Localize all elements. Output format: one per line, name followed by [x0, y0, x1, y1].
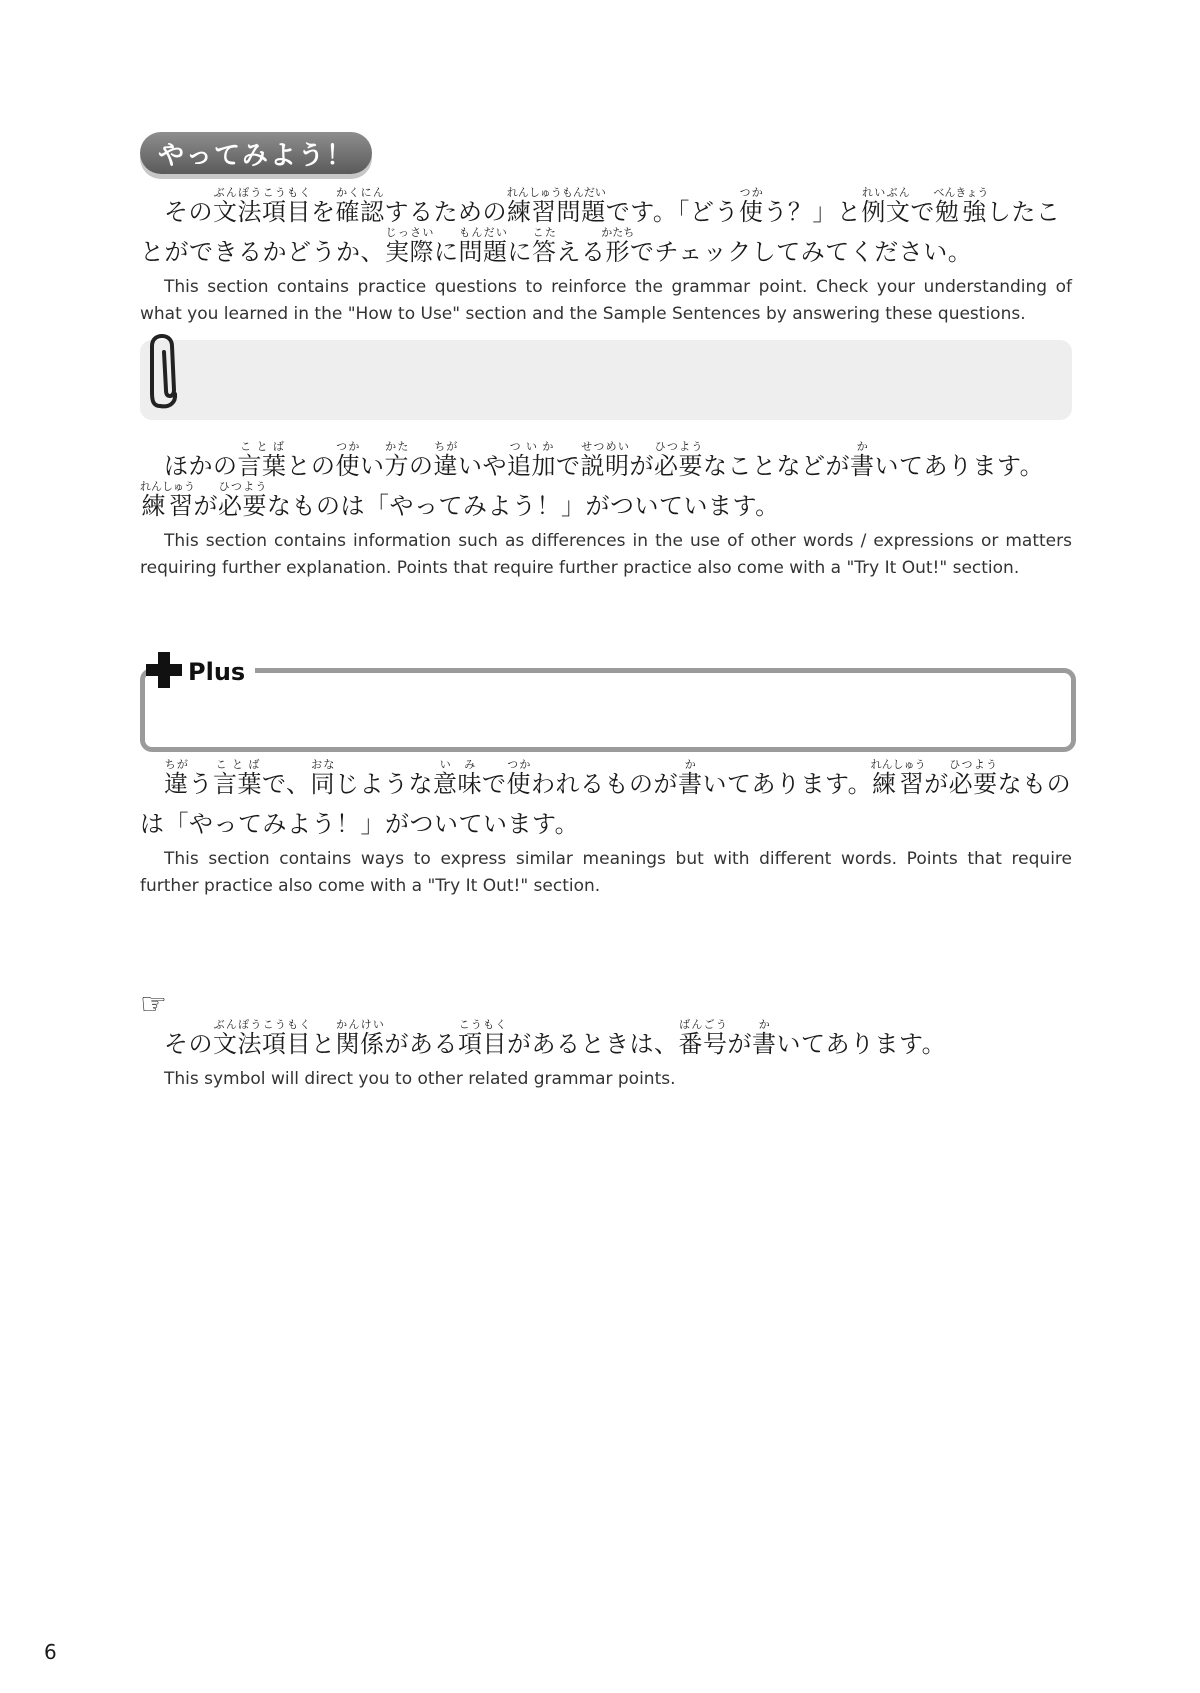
furigana: もんだい	[458, 226, 508, 239]
try-it-out-section	[140, 186, 1072, 328]
furigana: ついか	[507, 440, 556, 453]
note-jp-text: ほかの言葉ことばとの使つかい方かたの違ちがいや追加ついかで説明せつめいが必要ひつようなことなどが書かいてあります。練習れんしゅうが必要ひつようなものは「やってみよう！」がついています。	[140, 440, 1045, 520]
furigana: いみ	[433, 758, 483, 771]
ruby-word: 違ちが	[164, 758, 189, 798]
ruby-word: 追加ついか	[507, 440, 556, 480]
try-it-out-jp-text: その文法項目ぶんぽうこうもくを確認かくにんするための練習問題れんしゅうもんだいです。「どう使つかう？」と例文れいぶんで勉強べんきょうしたことができるかどうか、実際じっさいに問題もんだいに答こたえる形かたちでチェックしてみてください。	[140, 186, 1061, 266]
note-en-text: This section contains information such as differences in the use of other words / expressions or matters requiring further explanation. Points that require further practice also come with a "Try It Out!" section.	[140, 531, 1072, 578]
ruby-word: 項目こうもく	[458, 1018, 507, 1058]
ruby-word: 関係かんけい	[335, 1018, 385, 1058]
page-number: 6	[44, 1640, 57, 1664]
furigana: か	[678, 758, 703, 771]
furigana: か	[752, 1018, 777, 1031]
furigana: ひつよう	[948, 758, 998, 771]
ruby-word: 違ちが	[433, 440, 458, 480]
furigana: せつめい	[580, 440, 630, 453]
plus-section	[140, 758, 1072, 900]
ruby-word: 使つか	[738, 186, 764, 226]
note-section	[140, 440, 1072, 582]
furigana: つか	[506, 758, 532, 771]
furigana: おな	[310, 758, 336, 771]
furigana: れんしゅうもんだい	[506, 186, 606, 199]
ruby-word: 練習れんしゅう	[140, 480, 195, 520]
ruby-word: 書か	[678, 758, 703, 798]
plus-header-box	[140, 668, 1076, 752]
ruby-word: 文法項目ぶんぽうこうもく	[213, 1018, 311, 1058]
ruby-word: 使つか	[506, 758, 532, 798]
furigana: じっさい	[385, 226, 434, 239]
ruby-word: 練習れんしゅう	[870, 758, 926, 798]
ruby-word: 方かた	[384, 440, 409, 480]
ruby-word: 書か	[752, 1018, 777, 1058]
pointing-hand-icon: ☞	[140, 987, 167, 1022]
ruby-word: 形かたち	[601, 226, 635, 266]
furigana: かた	[384, 440, 409, 453]
furigana: れいぶん	[861, 186, 911, 199]
furigana: ちが	[164, 758, 189, 771]
ruby-word: 文法項目ぶんぽうこうもく	[213, 186, 311, 226]
ruby-word: 説明せつめい	[580, 440, 630, 480]
furigana: ひつよう	[654, 440, 703, 453]
ruby-word: 確認かくにん	[335, 186, 385, 226]
plus-label: Plus	[188, 658, 246, 686]
furigana: かくにん	[335, 186, 385, 199]
ruby-word: 練習問題れんしゅうもんだい	[506, 186, 606, 226]
ruby-word: 必要ひつよう	[654, 440, 703, 480]
ruby-word: 言葉ことば	[237, 440, 287, 480]
plus-en-text: This section contains ways to express similar meanings but with different words. Points that require further practice also come with a "Try It Out!" section.	[140, 849, 1072, 896]
furigana: かたち	[601, 226, 635, 239]
ruby-word: 勉強べんきょう	[933, 186, 989, 226]
reference-en-text: This symbol will direct you to other related grammar points.	[164, 1069, 676, 1089]
ruby-word: 使つか	[335, 440, 360, 480]
furigana: れんしゅう	[870, 758, 926, 771]
plus-heading	[146, 650, 255, 694]
ruby-word: 言葉ことば	[213, 758, 262, 798]
reference-jp-text: その文法項目ぶんぽうこうもくと関係かんけいがある項目こうもくがあるときは、番号ばんごうが書かいてあります。	[164, 1018, 947, 1058]
note-header-box	[140, 340, 1072, 420]
ruby-word: 実際じっさい	[385, 226, 434, 266]
furigana: つか	[335, 440, 360, 453]
furigana: ぶんぽうこうもく	[213, 1018, 311, 1031]
furigana: ちが	[433, 440, 458, 453]
try-it-out-en-text: This section contains practice questions to reinforce the grammar point. Check your understanding of what you learned in the "How to Use" section and the Sample Sentences by answering these questions.	[140, 277, 1072, 324]
ruby-word: 必要ひつよう	[948, 758, 998, 798]
ruby-word: 答こた	[532, 226, 557, 266]
plus-jp-text: 違ちがう言葉ことばで、同おなじような意味いみで使つかわれるものが書かいてあります。練習れんしゅうが必要ひつようなものは「やってみよう！」がついています。	[140, 758, 1072, 838]
furigana: ひつよう	[218, 480, 267, 493]
paperclip-icon	[148, 332, 188, 416]
ruby-word: 書か	[850, 440, 875, 480]
ruby-word: 同おな	[310, 758, 336, 798]
furigana: ことば	[237, 440, 287, 453]
furigana: か	[850, 440, 875, 453]
try-it-out-badge: やってみよう！	[140, 132, 372, 174]
furigana: かんけい	[335, 1018, 385, 1031]
furigana: こた	[532, 226, 557, 239]
ruby-word: 問題もんだい	[458, 226, 508, 266]
ruby-word: 番号ばんごう	[678, 1018, 728, 1058]
reference-section	[140, 1018, 1072, 1093]
plus-icon	[146, 652, 182, 692]
furigana: つか	[738, 186, 764, 199]
ruby-word: 例文れいぶん	[861, 186, 911, 226]
ruby-word: 必要ひつよう	[218, 480, 267, 520]
furigana: こうもく	[458, 1018, 507, 1031]
furigana: べんきょう	[933, 186, 989, 199]
furigana: れんしゅう	[140, 480, 195, 493]
furigana: ばんごう	[678, 1018, 728, 1031]
ruby-word: 意味いみ	[433, 758, 483, 798]
furigana: ことば	[213, 758, 262, 771]
furigana: ぶんぽうこうもく	[213, 186, 311, 199]
